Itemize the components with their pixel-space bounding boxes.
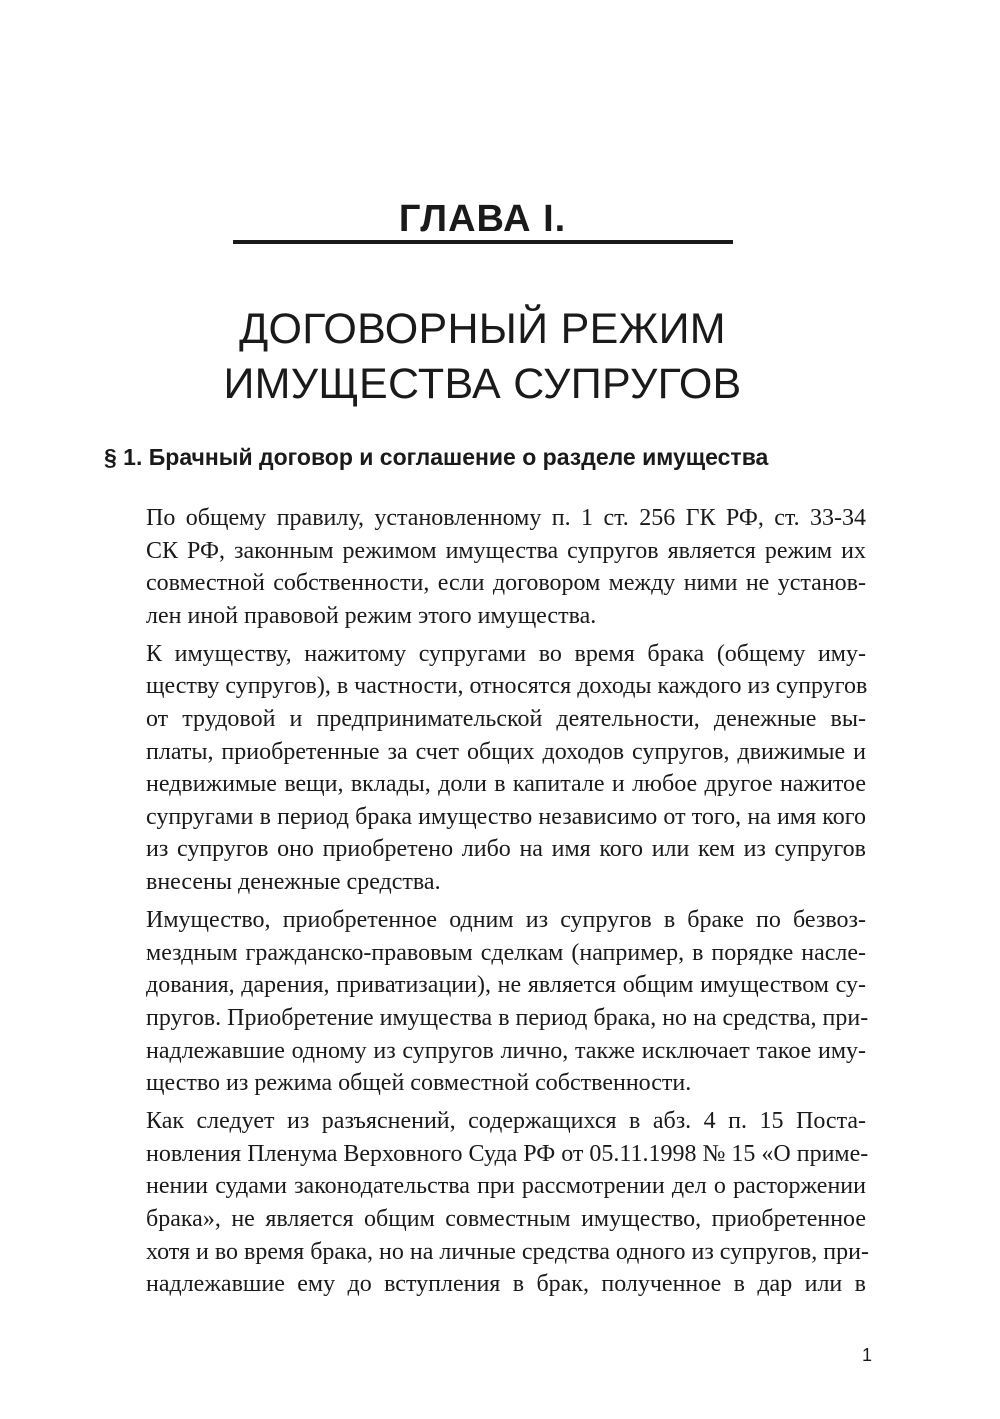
paragraph xyxy=(104,904,869,1100)
text-line: от трудовой и предпринимательской деятельности, денежные вы- xyxy=(146,706,866,733)
section-heading: § 1. Брачный договор и соглашение о разделе имущества xyxy=(104,444,769,470)
text-line: ществу супругов), в частности, относятся доходы каждого из супругов xyxy=(146,673,868,700)
text-line: совместной собственности, если договором между ними не установ- xyxy=(146,570,866,597)
paragraph xyxy=(104,502,866,632)
text-line: брака», не является общим совместным имущество, приобретенное xyxy=(146,1205,866,1232)
chapter-underline xyxy=(233,240,733,244)
text-line: По общему правилу, установленному п. 1 ст. 256 ГК РФ, ст. 33-34 xyxy=(146,505,866,531)
text-line: новления Пленума Верховного Суда РФ от 05.11.1998 № 15 «О приме- xyxy=(146,1140,869,1167)
text-line: Имущество, приобретенное одним из супругов в браке по безвоз- xyxy=(146,907,866,934)
text-line: платы, приобретенные за счет общих доходов супругов, движимые и xyxy=(146,738,866,765)
chapter-title-line: ИМУЩЕСТВА СУПРУГОВ xyxy=(223,360,742,408)
text-line: из супругов оно приобретено либо на имя кого или кем из супругов xyxy=(146,836,866,863)
text-line: надлежавшие одному из супругов лично, также исключает такое иму- xyxy=(146,1037,866,1064)
text-line: супругами в период брака имущество независимо от того, на имя кого xyxy=(146,803,866,830)
text-line: К имуществу, нажитому супругами во время брака (общему иму- xyxy=(146,640,866,667)
text-line: внесены денежные средства. xyxy=(146,869,441,896)
text-line: щество из режима общей совместной собственности. xyxy=(146,1070,692,1097)
text-line: пругов. Приобретение имущества в период брака, но на средства, при- xyxy=(146,1004,869,1031)
text-line: хотя и во время брака, но на личные средства одного из супругов, при- xyxy=(146,1238,869,1265)
page-number: 1 xyxy=(861,1345,872,1365)
text-line: СК РФ, законным режимом имущества супругов является режим их xyxy=(146,537,866,564)
text-line: мездным гражданско-правовым сделкам (например, в порядке насле- xyxy=(146,939,866,966)
chapter-title xyxy=(0,302,965,412)
body-text xyxy=(104,502,869,1306)
text-line: лен иной правовой режим этого имущества. xyxy=(146,602,597,629)
chapter-title-line: ДОГОВОРНЫЙ РЕЖИМ xyxy=(239,305,726,353)
text-line: недвижимые вещи, вклады, доли в капитале и любое другое нажитое xyxy=(146,771,866,798)
text-line: нении судами законодательства при рассмотрении дел о расторжении xyxy=(146,1173,866,1200)
chapter-label: ГЛАВА I. xyxy=(398,198,567,240)
text-line: надлежавшие ему до вступления в брак, полученное в дар или в xyxy=(146,1271,866,1298)
text-line: дования, дарения, приватизации), не является общим имуществом су- xyxy=(146,972,866,999)
paragraph xyxy=(104,1105,869,1301)
paragraph xyxy=(104,638,866,899)
text-line: Как следует из разъяснений, содержащихся в абз. 4 п. 15 Поста- xyxy=(146,1108,866,1135)
